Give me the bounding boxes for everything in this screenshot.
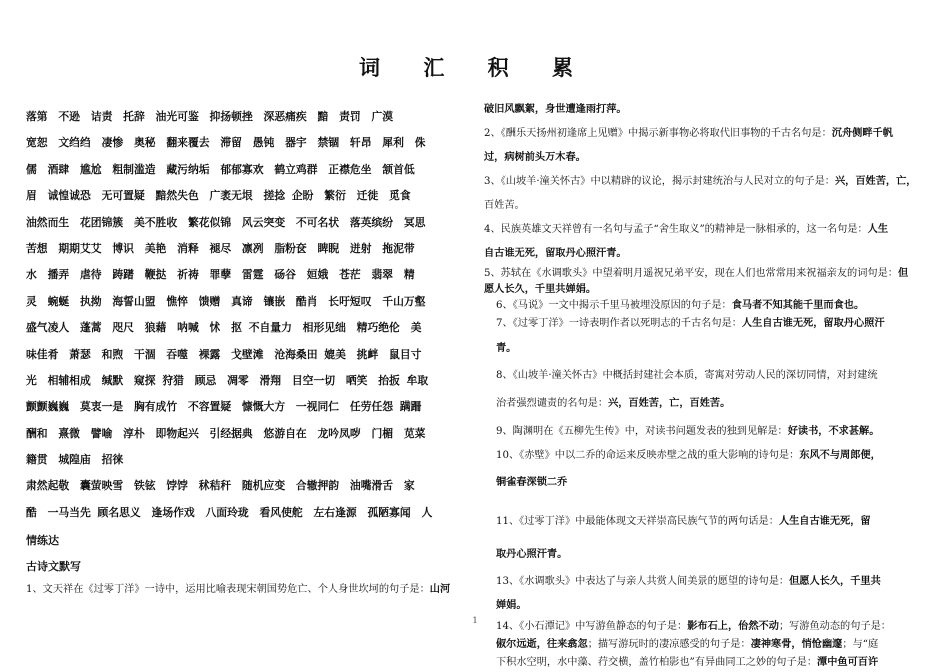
left-column	[26, 104, 474, 602]
answer: 东风不与周郎便，	[799, 450, 881, 461]
vocab-line: 宽恕 文绉绉 凄惨 奥秘 翻来覆去 滞留 愚钝 器宇 禁锢 轩昂 犀利 侏	[26, 136, 426, 150]
answer: 人生	[867, 224, 889, 235]
answer: 好读书，不求甚解。	[787, 426, 880, 437]
answer: 取丹心照汗青。	[496, 549, 568, 560]
right-column	[484, 98, 924, 672]
question-8-continued: 治者强烈谴责的名句是：兴，百姓苦，亡，百姓苦。	[496, 398, 731, 409]
vocab-line: 光 相辅相成 缄默 窥探 狩猎 顾忌 凋零 滑翔 目空一切 哂笑 抬扳 牟取	[26, 373, 429, 387]
vocab-line: 落第 不逊 诘责 托辞 油光可鉴 抑扬顿挫 深恶痛疾 黯 责罚 广漠	[26, 110, 394, 123]
question-3-continued: 百姓苦。	[484, 200, 525, 211]
question-2: 2、《酬乐天扬州初逢席上见赠》中揭示新事物必将取代旧事物的千古名句是：沉舟侧畔千帆	[484, 128, 893, 139]
section-heading: 古诗文默写	[26, 560, 81, 574]
question-10-continued	[484, 468, 924, 498]
answer: 潭中鱼可百许	[817, 657, 879, 668]
answer: 破旧风飘絮，身世遭逢雨打萍。	[484, 104, 627, 115]
vocab-line: 水 播弄 虐待 踌躇 鞭挞 祈祷 罪孽 雷霆 砀谷 姮娥 苍茫 翡翠 精	[26, 268, 415, 282]
answer: 影布石上，佁然不动	[687, 621, 779, 632]
page-number: 1	[472, 616, 478, 625]
question-7: 7、《过零丁洋》一诗表明作者以死明志的千古名句是：人生自古谁无死，留取丹心照汗	[496, 318, 885, 329]
question-1-continued	[484, 98, 924, 122]
answer: 铜雀春深锁二乔	[496, 477, 568, 488]
answer: 山河	[429, 584, 451, 596]
question-14-continued: 下积水空明，水中藻、荇交横，盖竹柏影也”有异曲同工之妙的句子是：潭中鱼可百许	[496, 657, 879, 668]
answer: 但	[897, 268, 909, 279]
vocab-line: 酷 一马当先 顾名思义 逢场作戏 八面玲珑 看风使舵 左右逢源 孤陋寡闻 人	[26, 505, 433, 519]
answer: 沉舟侧畔千帆	[831, 128, 893, 139]
vocab-line: 味佳肴 萧瑟 和煦 干涸 吞噬 裸露 戈壁滩 沧海桑田 媲美 挑衅 鼠目寸	[26, 347, 422, 361]
answer: 婵娟。	[496, 600, 527, 611]
question-4-continued	[484, 242, 924, 266]
answer: 自古谁无死，留取丹心照汗青。	[484, 248, 627, 259]
section-label: 情练达	[26, 534, 59, 548]
vocab-line: 颤颤巍巍 莫衷一是 胸有成竹 不容置疑 慷慨大方 一视同仁 任劳任怨 蹒跚	[26, 400, 422, 414]
answer: 人生自古谁无死，留取丹心照汗	[741, 318, 885, 329]
vocab-line: 肃然起敬 囊萤映雪 铁铉 饽饽 秫秸秆 随机应变 合辙押韵 油嘴滑舌 家	[26, 479, 415, 493]
question-3: 3、《山坡羊·潼关怀古》中以精辟的议论，揭示封建统治与人民对立的句子是：兴，百姓苦，亡，	[484, 176, 917, 187]
question-14: 14、《小石潭记》中写游鱼静态的句子是：影布石上，佁然不动；写游鱼动态的句子是：	[496, 621, 891, 632]
vocab-line: 盛气凌人 蓬蒿 咫尺 狼藉 呐喊 怵 抠 不自量力 相形见绌 精巧绝伦 美	[26, 321, 422, 335]
vocab-line: 儒 酒肆 尴尬 粗制滥造 藏污纳垢 郁郁寡欢 鹤立鸡群 正襟危坐 颔首低	[26, 162, 415, 176]
question-13: 13、《水调歌头》中表达了与亲人共赏人间美景的愿望的诗句是：但愿人长久，千里共	[496, 576, 881, 587]
answer: 俶尔远逝，往来翕忽	[496, 639, 588, 650]
question-5-continued	[484, 282, 924, 298]
question-9: 9、陶渊明在《五柳先生传》中，对读书问题发表的独到见解是：好读书，不求甚解。	[496, 426, 880, 437]
question-1: 1、文天祥在《过零丁洋》一诗中，运用比喻表现宋朝国势危亡、个人身世坎坷的句子是：山河	[26, 584, 451, 596]
answer: 食马者不知其能千里而食也。	[731, 300, 865, 311]
vocab-line: 灵 蜿蜒 执拗 海誓山盟 憔悴 馈赠 真谛 镶嵌 酷肖 长吁短叹 千山万壑	[26, 294, 426, 308]
question-7-continued	[484, 334, 924, 364]
question-6: 6、《马说》一文中揭示千里马被埋没原因的句子是：食马者不知其能千里而食也。	[496, 300, 865, 311]
page-title: 词 汇 积 累	[359, 56, 591, 80]
question-4: 4、民族英雄文天祥曾有一名句与孟子“舍生取义”的精神是一脉相承的，这一名句是：人生	[484, 224, 889, 235]
vocab-line: 油然而生 花团锦簇 美不胜收 繁花似锦 风云突变 不可名状 落英缤纷 冥思	[26, 215, 426, 229]
question-13-continued	[484, 594, 924, 618]
answer: 人生自古谁无死，留	[778, 516, 871, 527]
vocab-line: 眉 诚惶诚恐 无可置疑 黯然失色 广袤无垠 搓捻 企盼 繁衍 迁徙 觅食	[26, 189, 411, 203]
question-2-continued	[484, 146, 924, 170]
question-8: 8、《山坡羊·潼关怀古》中概括封建社会本质，寄寓对劳动人民的深切同情，对封建统	[496, 370, 878, 381]
answer: 兴，百姓苦，亡，百姓苦。	[608, 398, 731, 409]
question-14-continued: 俶尔远逝，往来翕忽；描写游玩时的凄凉感受的句子是：凄神寒骨，悄怆幽邃；与“庭	[496, 639, 879, 650]
question-10: 10、《赤壁》中以二乔的命运来反映赤壁之战的重大影响的诗句是：东风不与周郎便，	[496, 450, 881, 461]
question-11: 11、《过零丁洋》中最能体现文天祥崇高民族气节的两句话是：人生自古谁无死，留	[496, 516, 871, 527]
answer: 过，病树前头万木春。	[484, 152, 586, 163]
vocab-line: 酬和 熹微 譬喻 淳朴 即物起兴 引经据典 悠游自在 龙吟凤哕 门楣 苋菜	[26, 426, 426, 440]
answer: 愿人长久，千里共婵娟。	[484, 284, 597, 295]
vocab-line: 苦想 期期艾艾 博识 美艳 消释 褪尽 凛冽 脂粉奁 睥睨 迸射 拖泥带	[26, 241, 415, 255]
answer: 但愿人长久，千里共	[789, 576, 881, 587]
answer: 凄神寒骨，悄怆幽邃	[750, 639, 843, 650]
answer: 青。	[496, 343, 517, 354]
vocab-line: 籍贯 城隍庙 招徕	[26, 453, 124, 467]
answer: 兴，百姓苦，亡，	[835, 176, 917, 187]
question-11-continued	[484, 540, 924, 570]
question-5: 5、苏轼在《水调歌头》中望着明月遥祝兄弟平安，现在人们也常常用来祝福亲友的词句是：但	[484, 268, 909, 279]
